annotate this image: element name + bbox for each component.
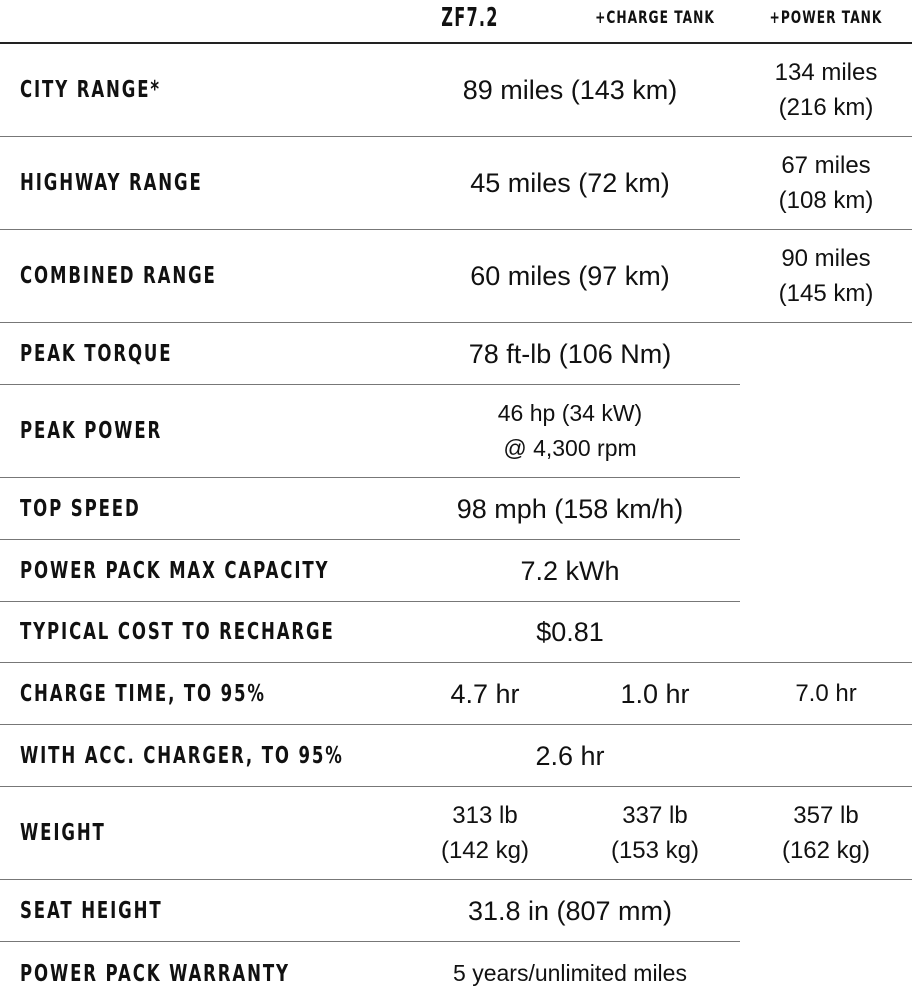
row-label-peak-torque: PEAK TORQUE <box>20 340 173 367</box>
weight-charge-tank-value: 337 lb (153 kg) <box>610 802 700 864</box>
city-range-main-value: 89 miles (143 km) <box>462 75 678 105</box>
column-header-zf72: ZF7.2 <box>441 3 499 33</box>
power-pack-max-capacity-value: 7.2 kWh <box>520 555 620 586</box>
row-label-charge-time: CHARGE TIME, TO 95% <box>20 680 266 707</box>
row-label-seat-height: SEAT HEIGHT <box>20 897 163 924</box>
row-label-peak-power: PEAK POWER <box>20 418 163 444</box>
row-label-power-pack-max-capacity: POWER PACK MAX CAPACITY <box>20 557 330 584</box>
highway-range-main-value: 45 miles (72 km) <box>470 168 670 198</box>
column-header-power-tank: +POWER TANK <box>769 8 883 28</box>
peak-torque-value: 78 ft-lb (106 Nm) <box>468 338 672 369</box>
combined-range-main-value: 60 miles (97 km) <box>470 261 670 291</box>
combined-range-power-tank-value: 90 miles (145 km) <box>778 245 874 307</box>
power-pack-warranty-value: 5 years/unlimited miles <box>453 960 687 986</box>
charge-time-main-value: 4.7 hr <box>450 678 520 709</box>
row-label-power-pack-warranty: POWER PACK WARRANTY <box>20 960 290 987</box>
charge-time-power-tank-value: 7.0 hr <box>795 680 857 707</box>
row-label-highway-range: HIGHWAY RANGE <box>20 170 203 196</box>
row-label-combined-range: COMBINED RANGE <box>20 263 217 289</box>
charge-time-charge-tank-value: 1.0 hr <box>620 678 690 709</box>
weight-power-tank-value: 357 lb (162 kg) <box>781 802 871 864</box>
row-label-weight: WEIGHT <box>20 820 106 846</box>
column-header-charge-tank: +CHARGE TANK <box>595 8 715 28</box>
top-speed-value: 98 mph (158 km/h) <box>456 493 684 524</box>
row-label-with-acc-charger: WITH ACC. CHARGER, TO 95% <box>20 742 344 769</box>
city-range-power-tank-value: 134 miles (216 km) <box>774 59 878 121</box>
row-label-city-range: CITY RANGE* <box>20 77 161 103</box>
weight-main-value: 313 lb (142 kg) <box>440 802 530 864</box>
row-label-top-speed: TOP SPEED <box>20 495 141 522</box>
peak-power-value: 46 hp (34 kW) @ 4,300 rpm <box>497 400 643 461</box>
with-acc-charger-value: 2.6 hr <box>535 740 605 771</box>
typical-cost-to-recharge-value: $0.81 <box>536 617 604 647</box>
row-label-typical-cost-to-recharge: TYPICAL COST TO RECHARGE <box>20 619 335 645</box>
seat-height-value: 31.8 in (807 mm) <box>467 895 673 926</box>
highway-range-power-tank-value: 67 miles (108 km) <box>778 152 874 214</box>
